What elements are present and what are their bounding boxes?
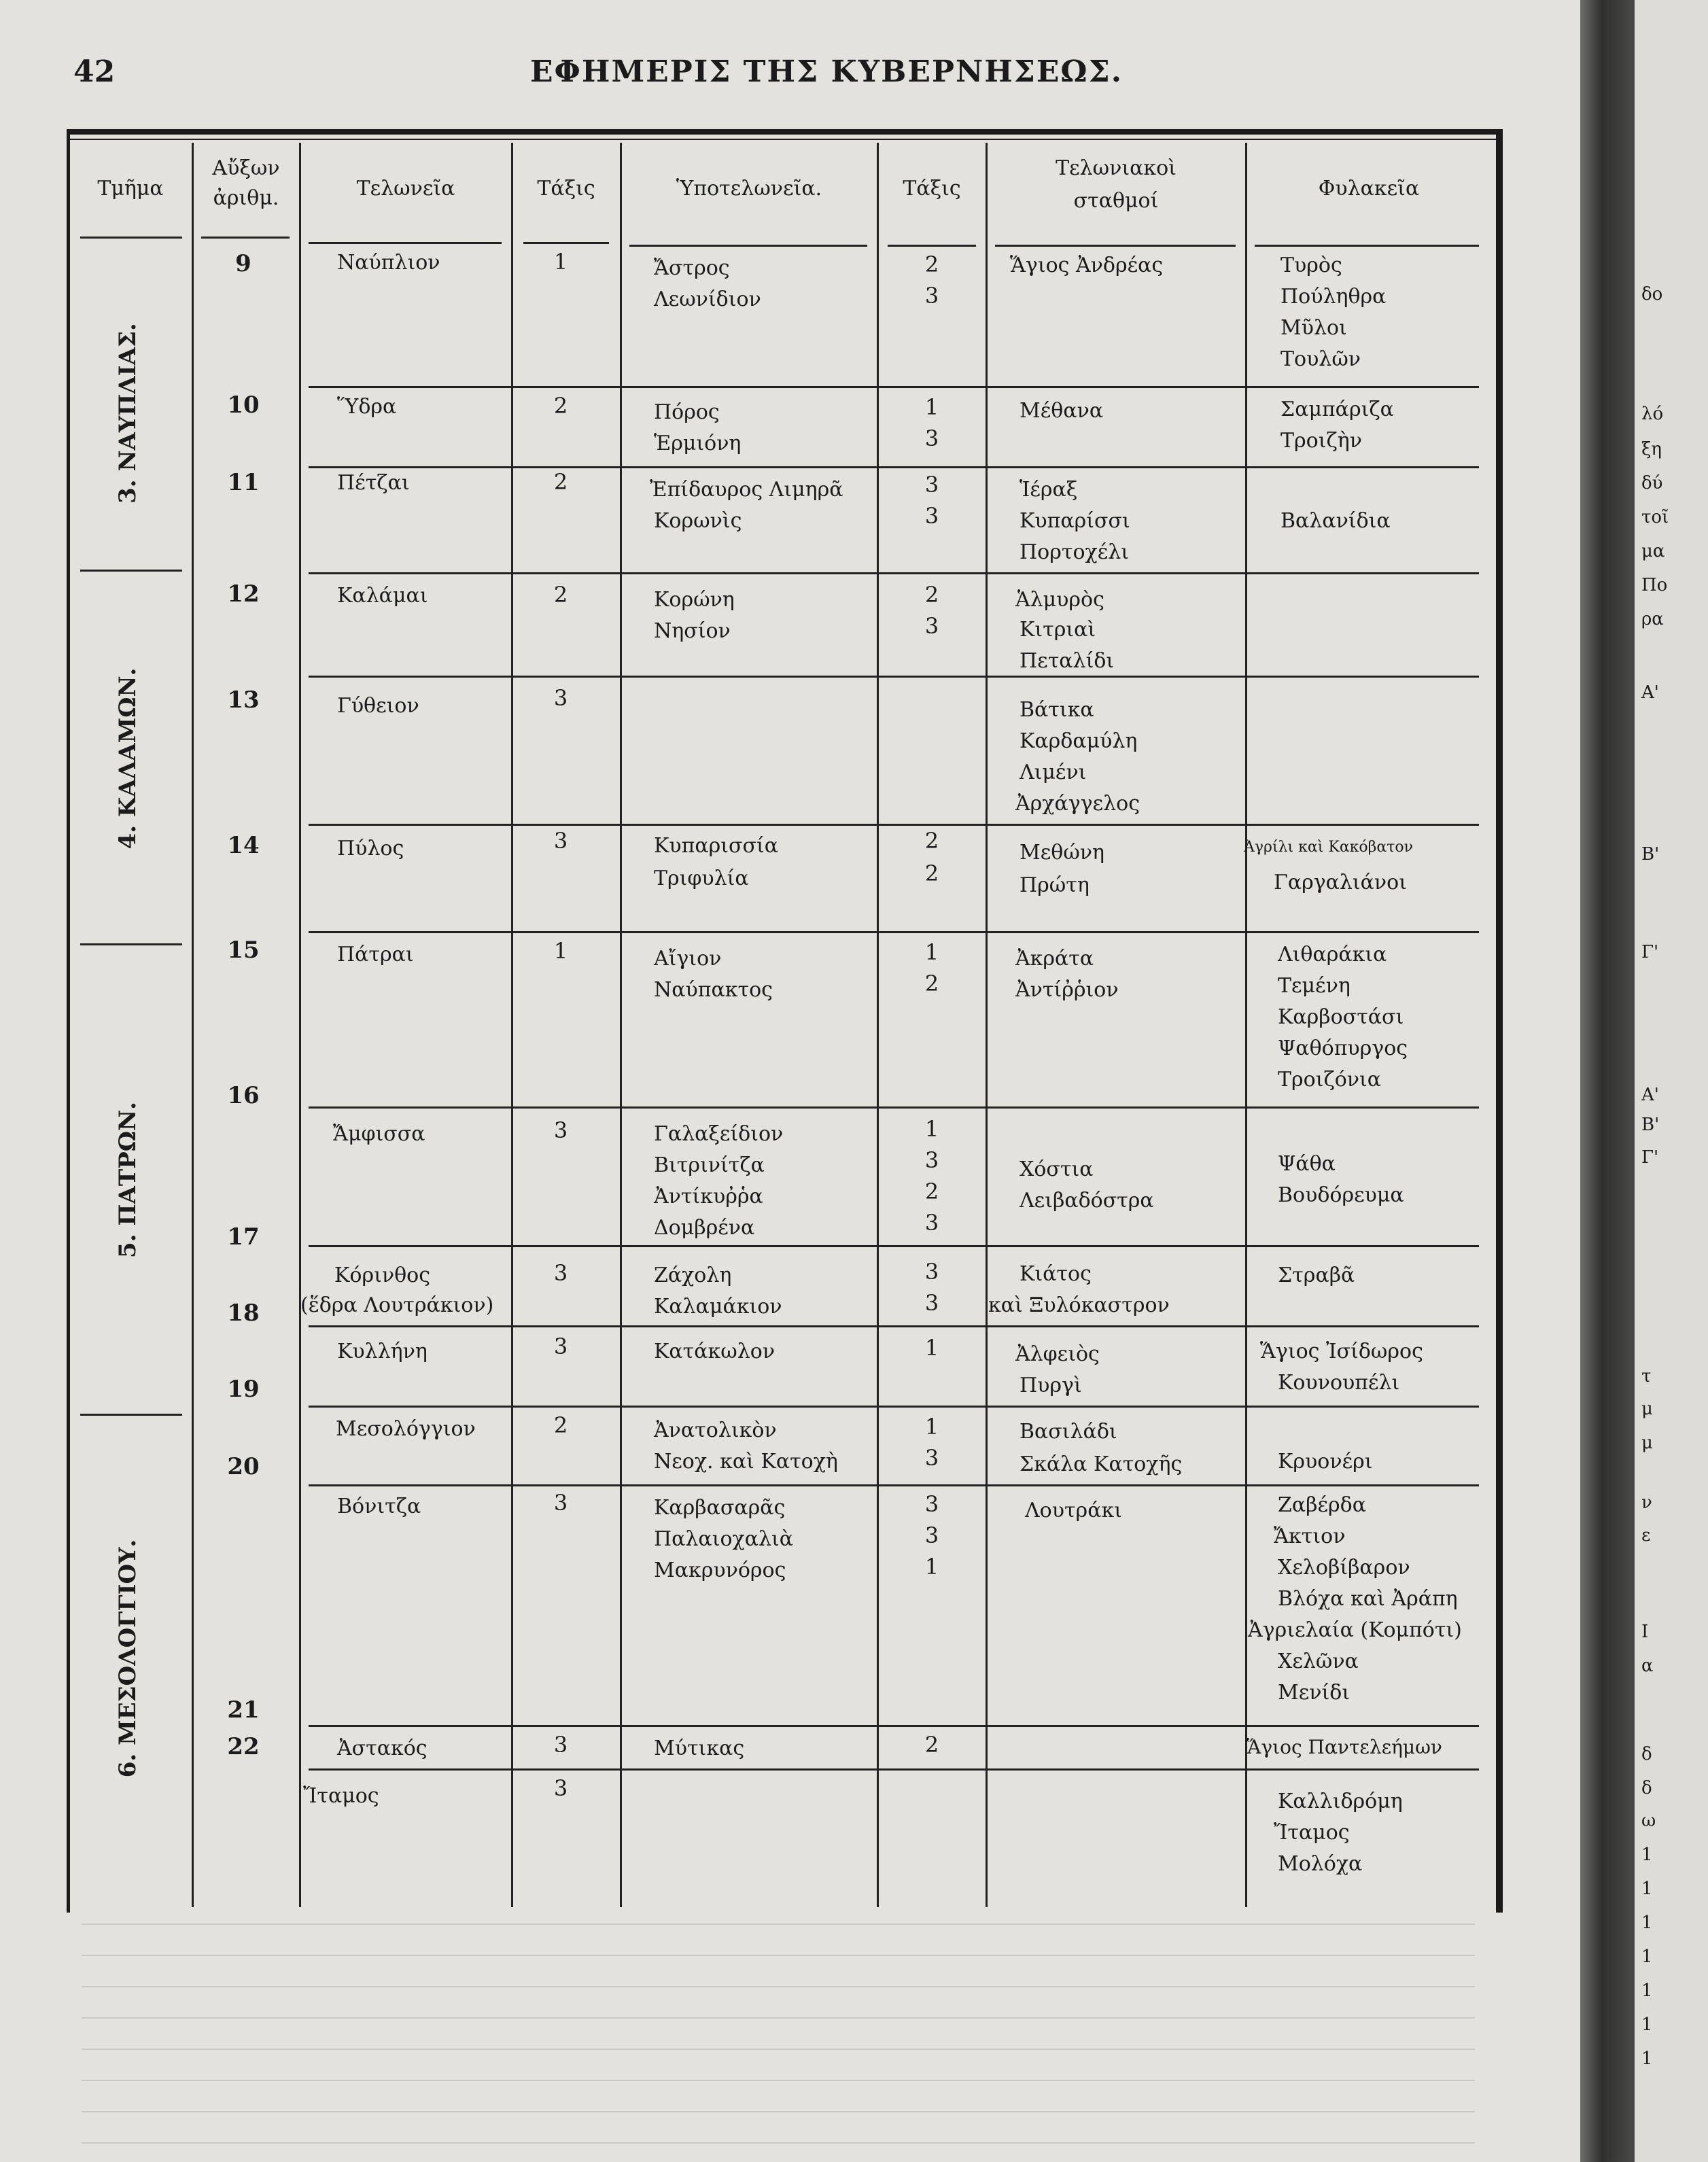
guard-post: Χελοβίβαρον [1278,1556,1410,1580]
serial-number: 9 [235,250,251,277]
guard-post: Ζαβέρδα [1278,1493,1366,1517]
guard-post: Τροιζόνια [1278,1068,1382,1092]
department-label: 4. ΚΑΛΑΜΩΝ. [114,667,141,850]
rank: 3 [553,1260,568,1286]
serial-number: 10 [227,391,260,419]
guard-post: Κρυονέρι [1278,1450,1373,1474]
rank: 2 [553,1412,568,1438]
serial-number: 20 [227,1453,260,1480]
department-label: 6. ΜΕΣΟΛΟΓΓΙΟΥ. [114,1539,141,1778]
guard-post: Ἴταμος [1274,1821,1350,1845]
guard-post: Ψαθόπυργος [1278,1036,1408,1060]
col-header-fylakeia: Φυλακεῖα [1318,177,1420,200]
serial-number: 19 [227,1376,260,1403]
sub-customs-office: Ἀντίκυῤῥα [654,1185,763,1208]
rank: 3 [553,828,568,854]
guard-post: Τυρὸς [1280,254,1342,277]
sub-customs-office: Νεοχ. καὶ Κατοχὴ [654,1450,838,1474]
serial-number: 13 [227,686,260,714]
page-title: ΕΦΗΜΕΡΙΣ ΤΗΣ ΚΥΒΕΡΝΗΣΕΩΣ. [530,54,1123,89]
sub-customs-office: Κυπαρισσία [654,834,779,858]
col-sep [620,143,622,1907]
col-header-ypotelonia: Ὑποτελωνεῖα. [676,177,822,200]
sub-customs-office: Κορώνη [654,588,735,612]
rank: 2 [924,860,939,886]
guard-post: Καρβοστάσι [1278,1005,1404,1029]
sub-customs-office: Καρβασαρᾶς [654,1496,786,1520]
rank: 1 [924,1116,939,1142]
sub-customs-office: Κατάκωλον [654,1340,775,1363]
rank: 3 [553,1490,568,1516]
rank: 2 [924,828,939,854]
customs-office: Ἄμφισσα [333,1122,425,1146]
rank: 2 [553,469,568,495]
col-sep [511,143,513,1907]
rank: 2 [924,582,939,608]
rank: 1 [553,938,568,964]
customs-station: Χόστια [1019,1157,1094,1181]
rank: 2 [924,1732,939,1758]
guard-post: Βαλανίδια [1280,509,1391,533]
page-number: 42 [73,54,116,89]
department-label: 3. ΝΑΥΠΛΙΑΣ. [114,323,141,504]
rank: 3 [924,1147,939,1173]
customs-office: Ναύπλιον [337,251,440,275]
rank: 1 [924,1414,939,1440]
col-sep [299,143,301,1907]
guard-post: Σαμπάριζα [1280,398,1394,421]
customs-station: Ἀρχάγγελος [1015,792,1140,816]
guard-post: Μῦλοι [1280,316,1347,340]
rank: 2 [924,971,939,996]
col-sep [192,143,194,1907]
customs-station: Ἀλφειὸς [1015,1342,1100,1366]
col-header-taksis-1: Τάξις [537,177,595,200]
rank: 2 [924,251,939,277]
guard-post: Τουλῶν [1280,347,1361,371]
customs-office: Πύλος [337,837,404,860]
rank: 3 [924,472,939,498]
rank: 3 [553,1775,568,1801]
customs-station: Ἀντίῤῥιον [1015,978,1119,1002]
rank: 1 [924,1335,939,1361]
customs-station: Λιμένι [1019,761,1087,784]
rank: 3 [924,1445,939,1471]
rank: 2 [924,1179,939,1204]
rank: 1 [924,939,939,965]
customs-office: Γύθειον [337,694,419,718]
serial-number: 12 [227,580,260,608]
rank: 2 [553,393,568,419]
next-page-edge: δο λό ξη δύ τοῖ μα Πο ρα Α' Β' Γ' Α' Β' Γ' τ μ μ ν ε Ι α δ δ ω 1 1 1 1 1 1 1 [1635,0,1708,2162]
rank: 3 [553,685,568,711]
col-header-telonia: Τελωνεῖα [356,177,455,200]
guard-post: Γαργαλιάνοι [1274,871,1407,894]
rank: 3 [924,503,939,529]
bleed-through [82,1923,1475,2155]
customs-station: Πυργὶ [1019,1374,1082,1397]
rank: 3 [553,1732,568,1758]
customs-station: Κιάτος [1019,1262,1092,1286]
serial-number: 15 [227,937,260,964]
department-label: 5. ΠΑΤΡΩΝ. [114,1102,141,1258]
customs-station: Ἁλμυρὸς [1015,588,1104,612]
guard-post: Ἀγριελαία (Κομπότι) [1248,1618,1462,1642]
rank: 3 [924,1290,939,1316]
sub-customs-office: Καλαμάκιον [654,1295,782,1319]
sub-customs-office: Λεωνίδιον [654,287,761,311]
customs-station: Ἱέραξ [1019,478,1078,502]
customs-station: Μεθώνη [1019,841,1104,865]
customs-office: Κόρινθος [334,1263,431,1287]
customs-station: Πορτοχέλι [1019,540,1130,564]
rank: 1 [553,249,568,275]
sub-customs-office: Μακρυνόρος [654,1558,786,1582]
customs-office: Πέτζαι [337,471,410,495]
sub-customs-office: Κορωνὶς [654,509,742,533]
rank: 2 [553,582,568,608]
rank: 3 [553,1333,568,1359]
sub-customs-office: Ἑρμιόνη [654,432,742,455]
sub-customs-office: Ναύπακτος [654,978,773,1002]
customs-office: Καλάμαι [337,584,428,608]
guard-post: Μολόχα [1278,1852,1363,1876]
customs-station: Ἅγιος Ἀνδρέας [1010,254,1164,277]
guard-post: Ἀγρίλι καὶ Κακόβατον [1244,839,1414,856]
guard-post: Βλόχα καὶ Ἀράπη [1278,1587,1458,1611]
sub-customs-office: Πόρος [654,400,720,424]
guard-post: Χελῶνα [1278,1650,1359,1673]
customs-station: Πεταλίδι [1019,649,1115,673]
guard-post: Λιθαράκια [1278,943,1387,966]
guard-post: Ἅγιος Ἰσίδωρος [1260,1340,1423,1363]
serial-number: 17 [227,1223,260,1251]
customs-station: Μέθανα [1019,399,1104,423]
rank: 3 [924,1259,939,1285]
book-gutter [1580,0,1635,2162]
customs-office: Πάτραι [337,943,414,966]
col-header-aukson-1: Αὔξων [212,156,280,180]
rank: 3 [553,1117,568,1143]
rank: 3 [924,1210,939,1236]
guard-post: Πούληθρα [1280,285,1387,309]
guard-post: Μενίδι [1278,1681,1350,1705]
sub-customs-office: Αἴγιον [654,947,722,971]
sub-customs-office: Παλαιοχαλιὰ [654,1527,793,1551]
rank: 3 [924,613,939,639]
guard-post: Καλλιδρόμη [1278,1790,1403,1813]
sub-customs-office: Νησίον [654,619,731,643]
col-header-taksis-2: Τάξις [903,177,961,200]
sub-customs-office: Ζάχολη [654,1263,732,1287]
rank: 3 [924,283,939,309]
guard-post: Ἅγιος Παντελεήμων [1247,1736,1442,1758]
rank: 3 [924,1522,939,1548]
customs-office-seat: (ἕδρα Λουτράκιον) [300,1293,494,1317]
customs-station: Βασιλάδι [1019,1420,1117,1444]
customs-station: Κυπαρίσσι [1019,509,1130,533]
sub-customs-office: Μύτικας [654,1737,745,1760]
sub-customs-office: Ἐπίδαυρος Λιμηρᾶ [650,478,843,502]
customs-station: Ἀκράτα [1015,947,1094,971]
guard-post: Στραβᾶ [1278,1263,1355,1287]
sub-customs-office: Τριφυλία [654,867,749,890]
serial-number: 14 [227,832,260,859]
customs-station: Κιτριαὶ [1019,618,1096,642]
guard-post: Κουνουπέλι [1278,1371,1400,1395]
rank: 3 [924,1491,939,1517]
customs-station: Καρδαμύλη [1019,729,1138,753]
customs-office: Ἴταμος [303,1784,379,1808]
col-header-tmima: Τμῆμα [97,177,164,200]
rank: 1 [924,1554,939,1580]
sub-customs-office: Ἄστρος [654,256,730,280]
guard-post: Ψάθα [1278,1152,1336,1176]
sub-customs-office: Βιτρινίτζα [654,1153,765,1177]
customs-office: Βόνιτζα [337,1495,421,1518]
serial-number: 11 [227,469,260,496]
customs-station: Σκάλα Κατοχῆς [1019,1452,1183,1476]
sub-customs-office: Γαλαξείδιον [654,1122,784,1146]
col-header-stathmoi-2: σταθμοί [1073,189,1159,213]
customs-station: Βάτικα [1019,698,1094,722]
sub-customs-office: Ἀνατολικὸν [654,1418,777,1442]
customs-office: Κυλλήνη [337,1340,428,1363]
customs-station: Λειβαδόστρα [1019,1189,1154,1213]
sub-customs-office: Δομβρένα [654,1216,755,1240]
serial-number: 21 [227,1696,260,1724]
customs-station: Λουτράκι [1025,1499,1122,1522]
customs-station: Πρώτη [1019,873,1090,897]
serial-number: 22 [227,1733,260,1760]
customs-station: καὶ Ξυλόκαστρον [988,1293,1170,1317]
rank: 3 [924,425,939,451]
serial-number: 18 [227,1300,260,1327]
customs-office: Ἀστακός [337,1737,428,1760]
col-sep [877,143,879,1907]
col-sep [1245,143,1247,1907]
guard-post: Τεμένη [1278,974,1350,998]
serial-number: 16 [227,1082,260,1109]
customs-office: Μεσολόγγιον [336,1417,476,1441]
guard-post: Βουδόρευμα [1278,1183,1404,1207]
guard-post: Ἄκτιον [1274,1524,1346,1548]
rank: 1 [924,394,939,420]
guard-post: Τροιζὴν [1280,429,1362,453]
col-header-stathmoi-1: Τελωνιακοὶ [1056,156,1177,180]
col-sep [986,143,988,1907]
customs-office: Ὕδρα [337,395,397,419]
col-header-aukson-2: ἀριθμ. [213,186,279,210]
